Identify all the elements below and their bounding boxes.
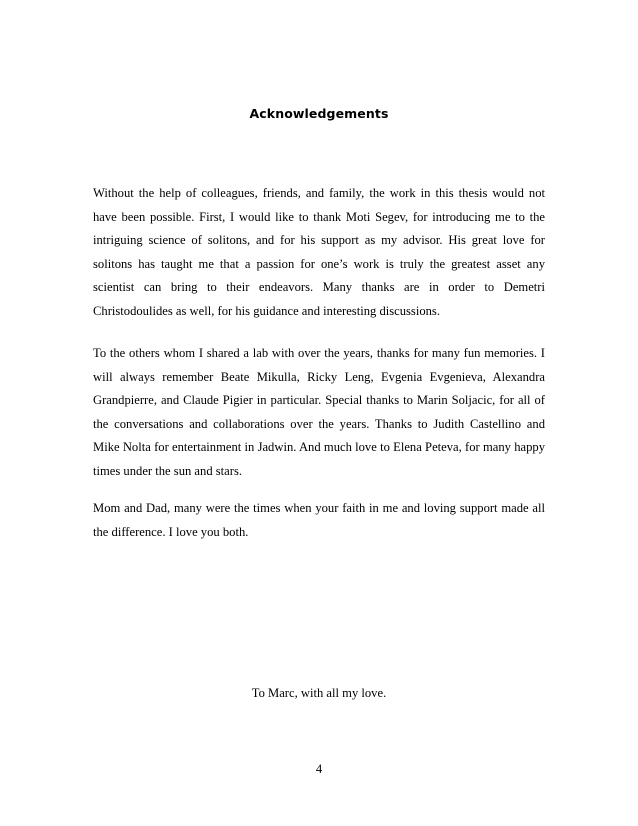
dedication-line: To Marc, with all my love. xyxy=(251,686,387,700)
paragraph-colleagues: Without the help of colleagues, friends, and family, the work in this thesis would not have been possible. First, I would like to thank Moti Segev, for introducing me to the intriguing science of solitons, and for his support as my advisor. His great love for solitons has taught me that a passion for one’s work is truly the greatest asset any scientist can bring to their endeavors. Many thanks are in order to Demetri Christodoulides as well, for his guidance and interesting discussions. xyxy=(93,186,545,318)
page-number: 4 xyxy=(315,762,323,776)
page-title: Acknowledgements xyxy=(249,106,389,121)
paragraph-parents: Mom and Dad, many were the times when your faith in me and loving support made all the difference. I love you both. xyxy=(93,501,545,539)
paragraph-lab-mates: To the others whom I shared a lab with over the years, thanks for many fun memories. I will always remember Beate Mikulla, Ricky Leng, Evgenia Evgenieva, Alexandra Grandpierre, and Claude Pigier in particular. Special thanks to Marin Soljacic, for all of the conversations and collaborations over the years. Thanks to Judith Castellino and Mike Nolta for entertainment in Jadwin. And much love to Elena Peteva, for many happy times under the sun and stars. xyxy=(93,346,545,478)
